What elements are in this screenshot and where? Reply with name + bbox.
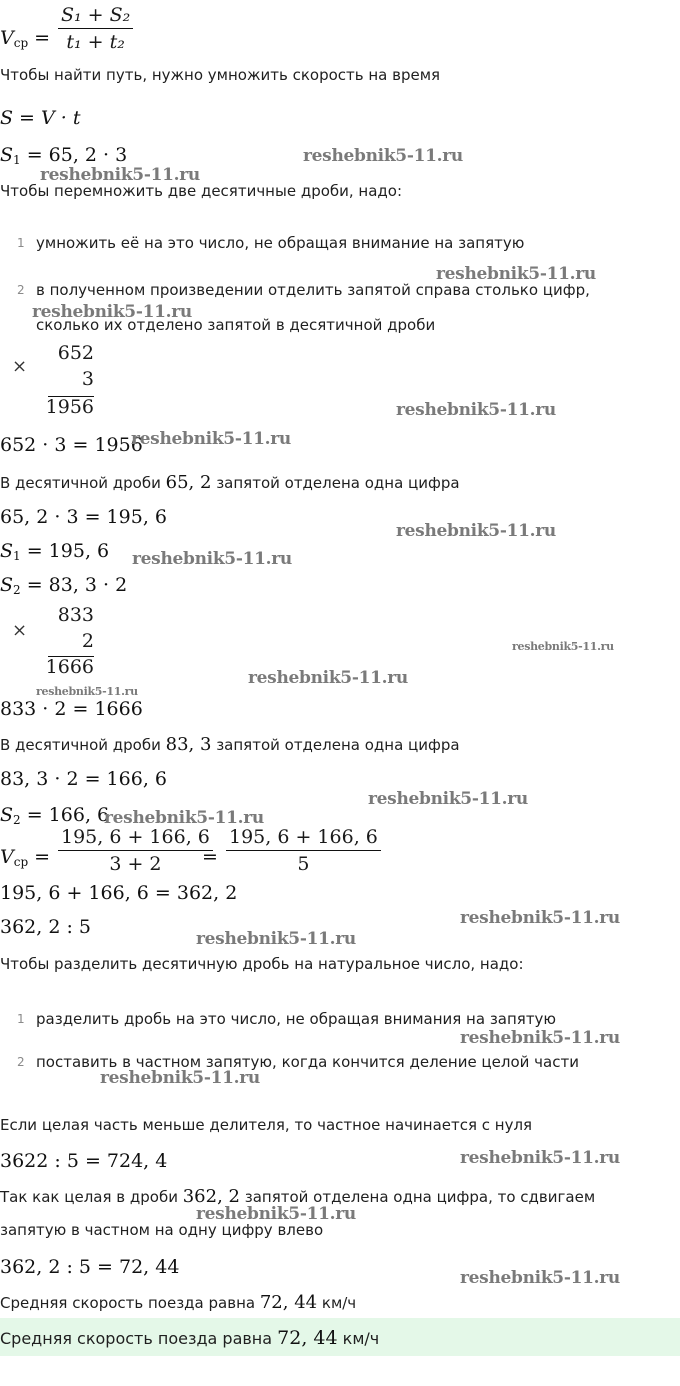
formula-s1-result: $S_1 = 195$, 6: [0, 540, 110, 563]
formula-s2-result: $S_2 = 166$, 6: [0, 804, 110, 827]
watermark: reshebnik5-11.ru: [131, 429, 291, 449]
formula-833: 833 · 2 = 1666: [0, 698, 143, 720]
watermark: reshebnik5-11.ru: [303, 146, 463, 166]
list-item: в полученном произведении отделить запятой справа столько цифр,: [36, 281, 590, 299]
watermark: reshebnik5-11.ru: [512, 640, 614, 653]
watermark: reshebnik5-11.ru: [196, 1204, 356, 1224]
times-sign: ×: [12, 356, 28, 377]
times-sign: ×: [12, 620, 28, 641]
formula-result: 362, 2 : 5 = 72, 44: [0, 1256, 180, 1278]
text-one-digit-83: В десятичной дроби 83, 3 запятой отделена одна цифра: [0, 734, 460, 755]
list-item: поставить в частном запятую, когда кончится деление целой части: [36, 1053, 579, 1071]
mul2-multiplier: 2: [81, 630, 94, 652]
vavg-lhs: $V_{ср}$ =: [0, 27, 51, 50]
watermark: reshebnik5-11.ru: [248, 668, 408, 688]
formula-s1: $S_1 = 65$, 2 · 3: [0, 144, 128, 167]
equals-sign: =: [202, 846, 218, 868]
watermark: reshebnik5-11.ru: [396, 521, 556, 541]
formula-652: 652 · 3 = 1956: [0, 434, 143, 456]
text-shift-comma-2: запятую в частном на одну цифру влево: [0, 1221, 324, 1239]
mul2-multiplicand: 833: [57, 604, 94, 626]
watermark: reshebnik5-11.ru: [460, 908, 620, 928]
watermark: reshebnik5-11.ru: [100, 1068, 260, 1088]
text-find-distance: Чтобы найти путь, нужно умножить скорость на время: [0, 66, 441, 84]
formula-s2: $S_2 = 83$, 3 · 2: [0, 574, 128, 597]
text-divide-decimal: Чтобы разделить десятичную дробь на натуральное число, надо:: [0, 955, 524, 973]
list-item-continuation: сколько их отделено запятой в десятичной дроби: [36, 316, 436, 334]
text-one-digit-65: В десятичной дроби 65, 2 запятой отделена одна цифра: [0, 472, 460, 493]
watermark: reshebnik5-11.ru: [32, 302, 192, 322]
text-shift-comma: Так как целая в дроби 362, 2 запятой отделена одна цифра, то сдвигаем: [0, 1186, 596, 1207]
text-integer-part: Если целая часть меньше делителя, то частное начинается с нуля: [0, 1116, 533, 1134]
mul1-multiplier: 3: [81, 368, 94, 390]
mul1-result: 1956: [45, 396, 94, 418]
watermark: reshebnik5-11.ru: [436, 264, 596, 284]
vavg-denominator: t₁ + t₂: [66, 31, 125, 53]
list-number: 2: [17, 1055, 25, 1069]
list-item: умножить её на это число, не обращая внимание на запятую: [36, 234, 525, 252]
watermark: reshebnik5-11.ru: [396, 400, 556, 420]
formula-divide: 362, 2 : 5: [0, 916, 92, 938]
formula-83-3: 83, 3 · 2 = 166, 6: [0, 768, 167, 790]
list-number: 1: [17, 236, 25, 250]
watermark: reshebnik5-11.ru: [104, 808, 264, 828]
list-number: 2: [17, 283, 25, 297]
list-number: 1: [17, 1012, 25, 1026]
vavg2-lhs: $V_{ср}$ =: [0, 846, 51, 869]
watermark: reshebnik5-11.ru: [196, 929, 356, 949]
formula-65-2: 65, 2 · 3 = 195, 6: [0, 506, 167, 528]
watermark: reshebnik5-11.ru: [132, 549, 292, 569]
vavg-fraction: [58, 4, 133, 53]
mul2-result: 1666: [45, 656, 94, 678]
vavg3-fraction: 195, 6 + 166, 6 5: [226, 826, 381, 875]
watermark: reshebnik5-11.ru: [460, 1028, 620, 1048]
watermark: reshebnik5-11.ru: [460, 1148, 620, 1168]
text-multiply-decimals: Чтобы перемножить две десятичные дроби, надо:: [0, 182, 403, 200]
answer-text: Средняя скорость поезда равна 72, 44 км/ч: [0, 1327, 380, 1349]
formula-3622: 3622 : 5 = 724, 4: [0, 1150, 168, 1172]
formula-sum: 195, 6 + 166, 6 = 362, 2: [0, 882, 238, 904]
watermark: reshebnik5-11.ru: [460, 1268, 620, 1288]
mul1-multiplicand: 652: [57, 342, 94, 364]
list-item: разделить дробь на это число, не обращая внимания на запятую: [36, 1010, 557, 1028]
text-average-speed: Средняя скорость поезда равна 72, 44 км/ч: [0, 1292, 357, 1313]
vavg-numerator: S₁ + S₂: [61, 4, 131, 26]
watermark: reshebnik5-11.ru: [36, 685, 138, 698]
watermark: reshebnik5-11.ru: [368, 789, 528, 809]
watermark: reshebnik5-11.ru: [40, 165, 200, 185]
formula-s: S = V · t: [0, 107, 81, 129]
vavg2-fraction: 195, 6 + 166, 6 3 + 2: [58, 826, 213, 875]
